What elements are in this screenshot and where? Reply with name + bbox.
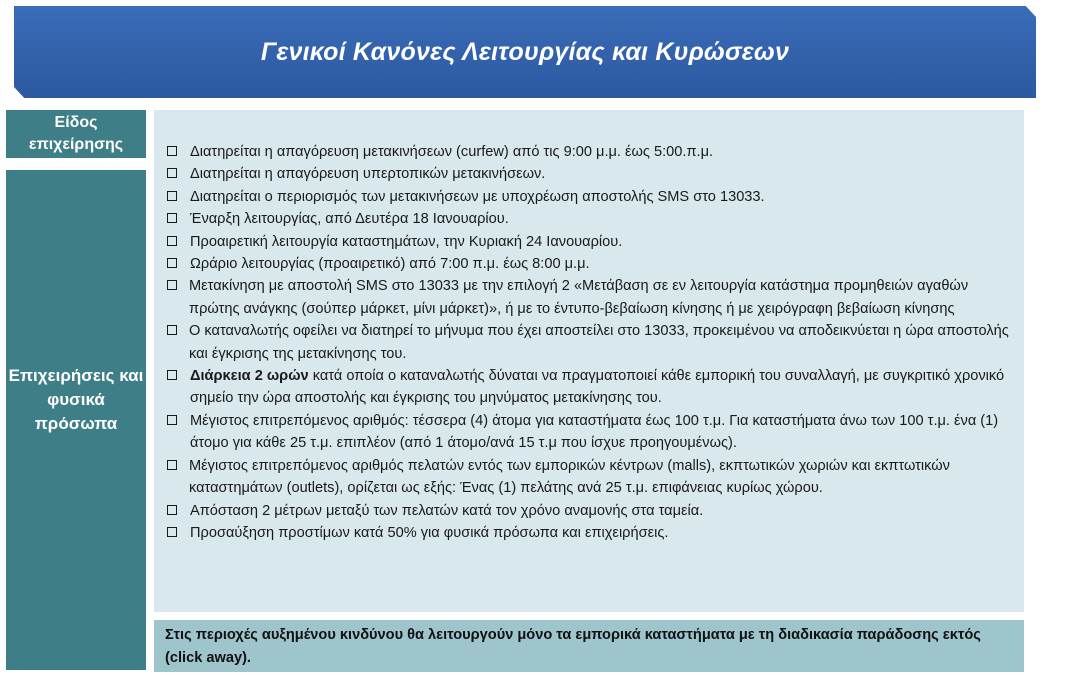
list-item: Έναρξη λειτουργίας, από Δευτέρα 18 Ιανουαρίου. <box>167 208 1017 230</box>
list-item: Προσαύξηση προστίμων κατά 50% για φυσικά πρόσωπα και επιχειρήσεις. <box>167 522 1017 544</box>
businesses-persons-label <box>6 170 146 670</box>
list-item: Απόσταση 2 μέτρων μεταξύ των πελατών κατά τον χρόνο αναμονής στα ταμεία. <box>167 500 1017 522</box>
list-item <box>167 365 1017 410</box>
list-item: Ο καταναλωτής οφείλει να διατηρεί το μήνυμα που έχει αποστείλει στο 13033, προκειμένου να αποδεικνύεται η ώρα αποστολής και έγκρισης της μετακίνησης του. <box>167 320 1017 365</box>
footer-note: Στις περιοχές αυξημένου κινδύνου θα λειτουργούν μόνο τα εμπορικά καταστήματα με τη διαδικασία παράδοσης εκτός (click away). <box>165 627 981 666</box>
rules-list <box>167 141 1017 544</box>
checkbox-bullet-icon <box>167 527 177 537</box>
list-item: Μετακίνηση με αποστολή SMS στο 13033 με την επιλογή 2 «Μετάβαση σε εν λειτουργία κατάστημα προμηθειών αγαθών πρώτης ανάγκης (σούπερ μάρκετ, μίνι μάρκετ)», ή με το έντυπο-βεβαίωση κίνησης ή με χειρόγραφη βεβαίωση κίνησης <box>167 275 1017 320</box>
list-item: Διατηρείται η απαγόρευση υπερτοπικών μετακινήσεων. <box>167 163 1017 185</box>
checkbox-bullet-icon <box>167 191 177 201</box>
checkbox-bullet-icon <box>167 505 177 515</box>
checkbox-bullet-icon <box>167 168 177 178</box>
checkbox-bullet-icon <box>167 460 177 470</box>
list-item: Μέγιστος επιτρεπόμενος αριθμός: τέσσερα (4) άτομα για καταστήματα έως 100 τ.μ. Για καταστήματα άνω των 100 τ.μ. ένα (1) άτομο για κάθε 25 τ.μ. επιπλέον (από 1 άτομο/ανά 15 τ.μ που ίσχυε προηγουμένως). <box>167 410 1017 455</box>
duration-rest-text: κατά οποία ο καταναλωτής δύναται να πραγματοποιεί κάθε εμπορική του συναλλαγή, με συγκριτικό χρονικό σημείο την ώρα αποστολής και έγκρισης του μηνύματος μετακίνησης του. <box>190 368 1005 407</box>
checkbox-bullet-icon <box>167 258 177 268</box>
checkbox-bullet-icon <box>167 280 177 290</box>
list-item: Διατηρείται η απαγόρευση μετακινήσεων (curfew) από τις 9:00 μ.μ. έως 5:00.π.μ. <box>167 141 1017 163</box>
page-title: Γενικοί Κανόνες Λειτουργίας και Κυρώσεων <box>260 37 790 66</box>
checkbox-bullet-icon <box>167 415 177 425</box>
business-type-label: Είδος επιχείρησης <box>6 110 146 158</box>
list-item: Διατηρείται ο περιορισμός των μετακινήσεων με υποχρέωση αποστολής SMS στο 13033. <box>167 186 1017 208</box>
list-item: Ωράριο λειτουργίας (προαιρετικό) από 7:00 π.μ. έως 8:00 μ.μ. <box>167 253 1017 275</box>
bold-duration-text: Διάρκεια 2 ωρών <box>190 368 309 385</box>
checkbox-bullet-icon <box>167 325 177 335</box>
checkbox-bullet-icon <box>167 146 177 156</box>
businesses-persons-label-text: Επιχειρήσεις και φυσικά πρόσωπα <box>8 366 144 433</box>
list-item: Προαιρετική λειτουργία καταστημάτων, την Κυριακή 24 Ιανουαρίου. <box>167 231 1017 253</box>
checkbox-bullet-icon <box>167 236 177 246</box>
list-item: Μέγιστος επιτρεπόμενος αριθμός πελατών εντός των εμπορικών κέντρων (malls), εκπτωτικών χωριών και εκπτωτικών καταστημάτων (outlets), ορίζεται ως εξής: Ένας (1) πελάτης ανά 25 τ.μ. επιφάνειας κυρίως χώρου. <box>167 455 1017 500</box>
checkbox-bullet-icon <box>167 213 177 223</box>
checkbox-bullet-icon <box>167 370 177 380</box>
